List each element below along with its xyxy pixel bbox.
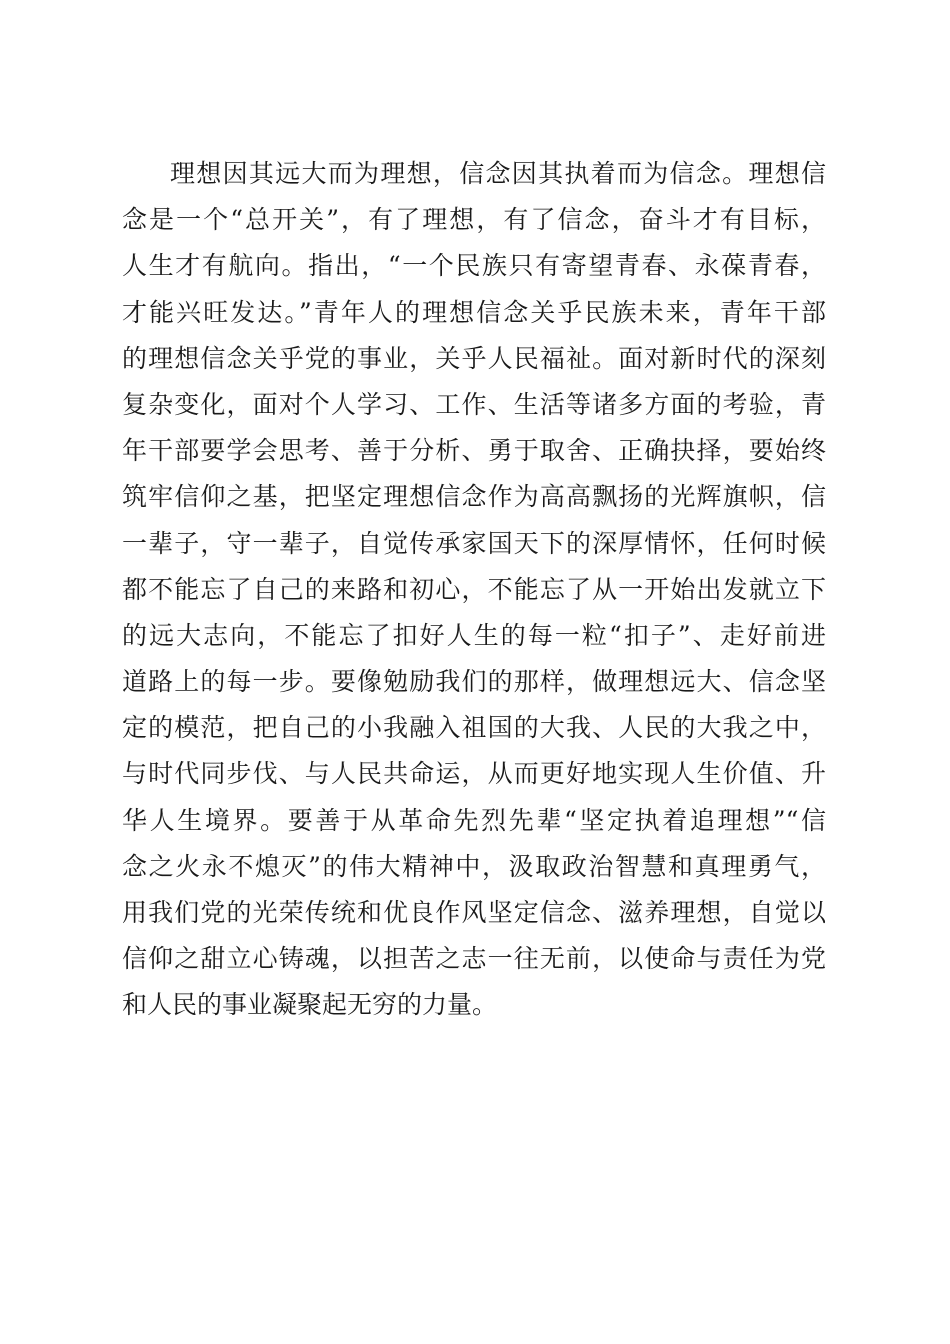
- paragraph-line: 的远大志向，不能忘了扣好人生的每一粒“扣子”、走好前进: [122, 620, 826, 650]
- paragraph-line: 道路上的每一步。要像勉励我们的那样，做理想远大、信念坚: [122, 667, 826, 697]
- paragraph-line: 信仰之甜立心铸魂，以担苦之志一往无前，以使命与责任为党: [122, 944, 826, 974]
- paragraph-line: 念之火永不熄灭”的伟大精神中，汲取政治智慧和真理勇气，: [122, 851, 826, 881]
- paragraph-line: 与时代同步伐、与人民共命运，从而更好地实现人生价值、升: [122, 759, 826, 789]
- paragraph-line: 年干部要学会思考、善于分析、勇于取舍、正确抉择，要始终: [122, 436, 826, 466]
- body-paragraph: [122, 151, 826, 1029]
- paragraph-line: 筑牢信仰之基，把坚定理想信念作为高高飘扬的光辉旗帜，信: [122, 482, 826, 512]
- paragraph-line: 复杂变化，面对个人学习、工作、生活等诸多方面的考验，青: [122, 389, 826, 419]
- paragraph-line: 才能兴旺发达。”青年人的理想信念关乎民族未来，青年干部: [122, 297, 826, 327]
- paragraph-line: 念是一个“总开关”，有了理想，有了信念，奋斗才有目标，: [122, 205, 826, 235]
- paragraph-line: 理想因其远大而为理想，信念因其执着而为信念。理想信: [170, 159, 826, 188]
- paragraph-line: 华人生境界。要善于从革命先烈先辈“坚定执着追理想”“信: [122, 805, 826, 835]
- paragraph-line: 的理想信念关乎党的事业，关乎人民福祉。面对新时代的深刻: [122, 343, 826, 373]
- paragraph-line: 定的模范，把自己的小我融入祖国的大我、人民的大我之中，: [122, 713, 826, 743]
- paragraph-line: 人生才有航向。指出，“一个民族只有寄望青春、永葆青春，: [122, 251, 826, 281]
- paragraph-line: 一辈子，守一辈子，自觉传承家国天下的深厚情怀，任何时候: [122, 528, 826, 558]
- paragraph-line: 都不能忘了自己的来路和初心，不能忘了从一开始出发就立下: [122, 574, 826, 604]
- paragraph-line: 和人民的事业凝聚起无穷的力量。: [122, 990, 498, 1020]
- paragraph-line: 用我们党的光荣传统和优良作风坚定信念、滋养理想，自觉以: [122, 898, 826, 927]
